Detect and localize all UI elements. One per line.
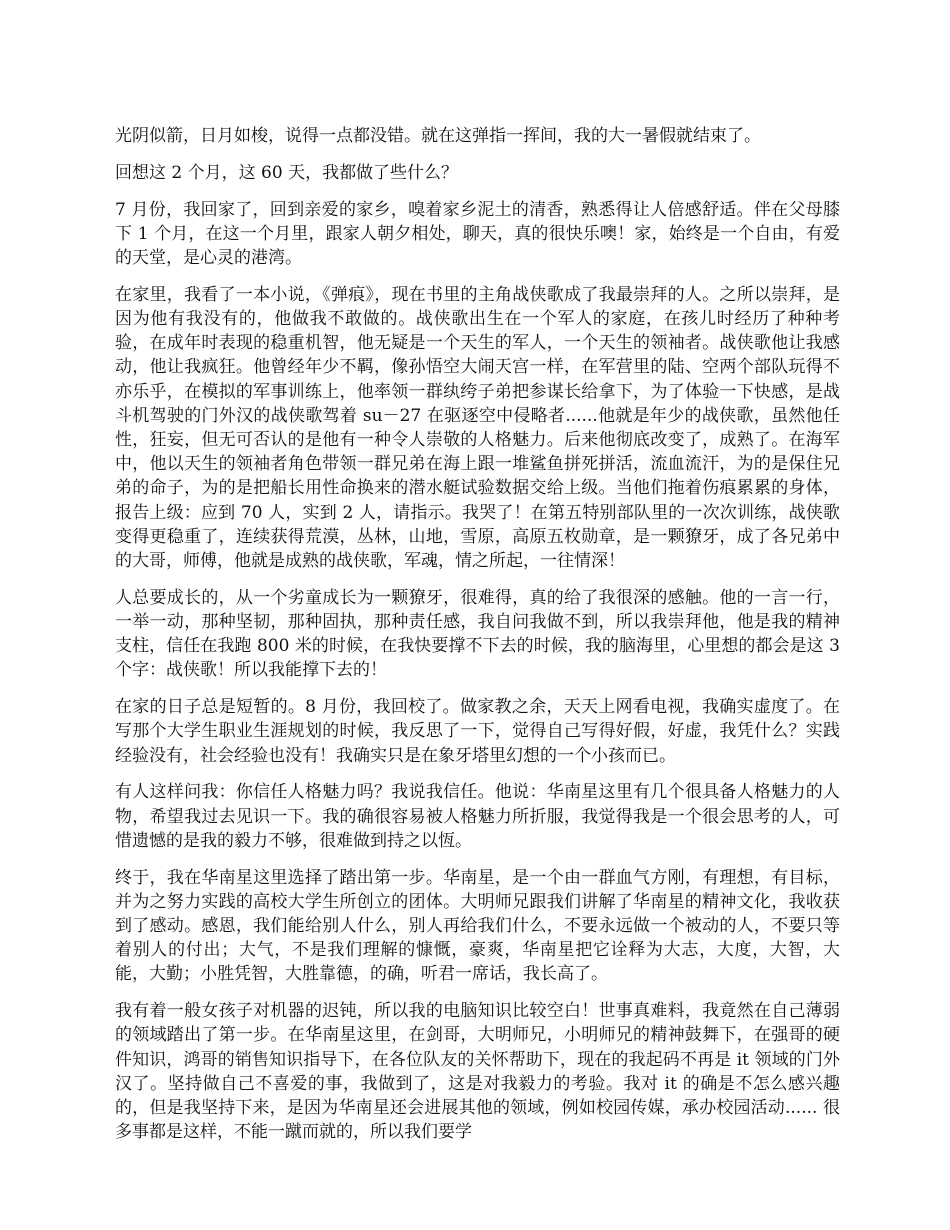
paragraph: 人总要成长的，从一个劣童成长为一颗獠牙，很难得，真的给了我很深的感触。他的一言一行，一举一动，那种坚韧，那种固执，那种责任感，我自问我做不到，所以我崇拜他，他是我的精神支柱，信任在我跑 800 米的时候，在我快要撑不下去的时候，我的脑海里，心里想的都会是这 3 个字：战侠歌！所以我能撑下去的！ bbox=[115, 587, 840, 681]
paragraph: 光阴似箭，日月如梭，说得一点都没错。就在这弹指一挥间，我的大一暑假就结束了。 bbox=[115, 126, 761, 146]
paragraph: 回想这 2 个月，这 60 天，我都做了些什么？ bbox=[115, 162, 459, 183]
paragraph: 终于，我在华南星这里选择了踏出第一步。华南星，是一个由一群血气方刚，有理想，有目标，并为之努力实践的高校大学生所创立的团体。大明师兄跟我们讲解了华南星的精神文化，我收获到了感动。感恩，我们能给别人什么，别人再给我们什么，不要永远做一个被动的人，不要只等着别人的付出；大气，不是我们理解的慷慨，豪爽，华南星把它诠释为大志，大度，大智，大能，大勤；小胜凭智，大胜靠德，的确，听君一席话，我长高了。 bbox=[115, 867, 840, 985]
paragraph: 在家的日子总是短暂的。8 月份，我回校了。做家教之余，天天上网看电视，我确实虚度了。在写那个大学生职业生涯规划的时候，我反思了一下，觉得自己写得好假，好虚，我凭什么？实践经验没有，社会经验也没有！我确实只是在象牙塔里幻想的一个小孩而已。 bbox=[115, 697, 840, 766]
paragraph: 有人这样问我：你信任人格魅力吗？我说我信任。他说：华南星这里有几个很具备人格魅力的人物，希望我过去见识一下。我的确很容易被人格魅力所折服，我觉得我是一个很会思考的人，可惜遗憾的是我的毅力不够，很难做到持之以恆。 bbox=[115, 782, 840, 851]
document-body bbox=[115, 124, 840, 1157]
paragraph: 在家里，我看了一本小说，《弹痕》，现在书里的主角战侠歌成了我最崇拜的人。之所以崇拜，是因为他有我没有的，他做我不敢做的。战侠歌出生在一个军人的家庭，在孩儿时经历了种种考验，在成年时表现的稳重机智，他无疑是一个天生的军人，一个天生的领袖者。战侠歌他让我感动，他让我疯狂。他曾经年少不羁，像孙悟空大闹天宫一样，在军营里的陆、空两个部队玩得不亦乐乎，在模拟的军事训练上，他率领一群纨绔子弟把参谋长给拿下，为了体验一下快感，是战斗机驾驶的门外汉的战侠歌驾着 su－27 在驱逐空中侵略者......他就是年少的战侠歌，虽然他任性，狂妄，但无可否认的是他有一种令人崇敬的人格魅力。后来他彻底改变了，成熟了。在海军中，他以天生的领袖者角色带领一群兄弟在海上跟一堆鲨鱼拼死拼活，流血流汗，为的是保住兄弟的命子，为的是把船长用性命换来的潜水艇试验数据交给上级。当他们拖着伤痕累累的身体，报告上级：应到 70 人，实到 2 人，请指示。我哭了！在第五特别部队里的一次次训练，战侠歌变得更稳重了，连续获得荒漠，丛林，山地，雪原，高原五枚勋章，是一颗獠牙，成了各兄弟中的大哥，师傅，他就是成熟的战侠歌，军魂，情之所起，一往情深！ bbox=[115, 284, 840, 572]
paragraph: 7 月份，我回家了，回到亲爱的家乡，嗅着家乡泥土的清香，熟悉得让人倍感舒适。伴在父母膝下 1 个月，在这一个月里，跟家人朝夕相处，聊天，真的很快乐噢！家，始终是一个自由，有爱的天堂，是心灵的港湾。 bbox=[115, 199, 840, 268]
paragraph: 我有着一般女孩子对机器的迟钝，所以我的电脑知识比较空白！世事真难料，我竟然在自己薄弱的领域踏出了第一步。在华南星这里，在剑哥，大明师兄，小明师兄的精神鼓舞下，在强哥的硬件知识，鸿哥的销售知识指导下，在各位队友的关怀帮助下，现在的我起码不再是 it 领域的门外汉了。坚持做自己不喜爱的事，我做到了，这是对我毅力的考验。我对 it 的确是不怎么感兴趣的，但是我坚持下来，是因为华南星还会进展其他的领域，例如校园传媒，承办校园活动...... 很多事都是这样，不能一蹴而就的，所以我们要学 bbox=[115, 1001, 840, 1143]
